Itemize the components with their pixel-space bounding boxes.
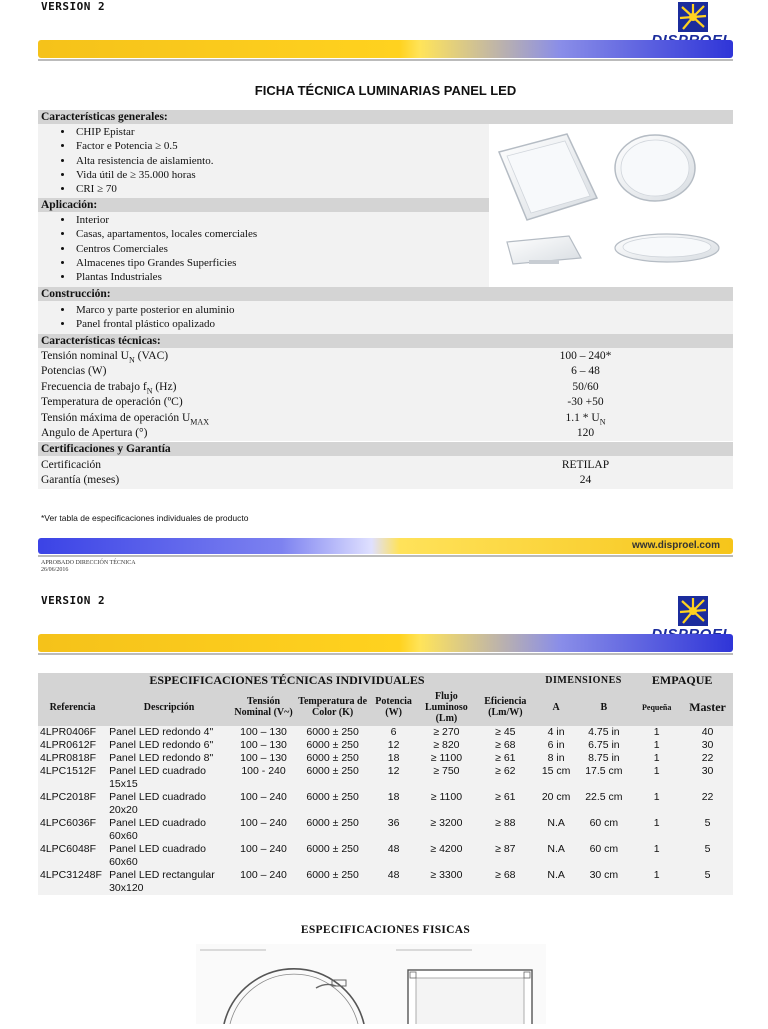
table-cell: ≥ 750 [418,765,475,791]
list-item: • Plantas Industriales [74,270,489,284]
table-cell: 18 [369,791,418,817]
table-row [38,752,733,765]
table-cell: 6000 ± 250 [296,739,369,752]
spec-value: 120 [576,427,595,439]
table-cell: ≥ 87 [475,843,536,869]
footer-banner-shadow [38,555,733,557]
table-cell: ≥ 820 [418,739,475,752]
table-cell: 1 [631,752,682,765]
list-item: • Alta resistencia de aislamiento. [74,154,489,168]
table-cell: 40 [682,726,733,739]
dimensions-title: DIMENSIONES [536,673,632,688]
header-banner [38,40,733,58]
packaging-title: EMPAQUE [631,673,733,688]
spec-label: Tensión máxima de operación $U_{MAX}$ [41,412,209,427]
table-row [38,739,733,752]
col-header: Eficiencia (Lm/W) [475,688,536,726]
table-cell: 100 – 240 [231,817,296,843]
table-cell: 4LPC31248F [38,869,107,895]
table-cell: ≥ 270 [418,726,475,739]
website-link[interactable]: www.disproel.com [632,540,720,551]
table-cell: 12 [369,765,418,791]
physical-specs-title: ESPECIFICACIONES FISICAS [300,924,471,936]
individual-specs-table [38,673,733,895]
header-banner [38,634,733,652]
footnote: *Ver tabla de especificaciones individuales de producto [41,513,249,523]
section-heading-construction: Construcción: [38,287,733,301]
table-cell: 6.75 in [576,739,631,752]
spec-label: Tensión nominal $U_N$ (VAC) [41,350,169,365]
list-item: • Factor e Potencia ≥ 0.5 [74,139,489,153]
table-row [38,817,733,843]
spec-label: Frecuencia de trabajo $f_N$ (Hz) [41,381,177,396]
product-photos [489,126,733,284]
round-panel-drawing [196,944,406,1024]
spec-label: Potencias (W) [41,365,107,377]
table-cell: ≥ 4200 [418,843,475,869]
table-cell: 1 [631,843,682,869]
version-label: VERSION 2 [41,594,106,607]
table-cell: Panel LED cuadrado 15x15 [107,765,231,791]
header-banner-shadow [38,653,733,655]
table-cell: 12 [369,739,418,752]
table-cell: ≥ 45 [475,726,536,739]
version-label: VERSION 2 [41,0,106,13]
section-general [38,124,489,198]
table-cell: 100 – 240 [231,869,296,895]
table-cell: ≥ 61 [475,752,536,765]
table-cell: 100 - 240 [231,765,296,791]
col-header: Referencia [38,688,107,726]
table-cell: 8 in [536,752,577,765]
header-banner-shadow [38,59,733,61]
table-cell: 100 – 130 [231,726,296,739]
table-cell: Panel LED rectangular 30x120 [107,869,231,895]
table-cell: 1 [631,739,682,752]
table-cell: 6000 ± 250 [296,843,369,869]
table-cell: 60 cm [576,817,631,843]
table-row [38,791,733,817]
col-header: Descripción [107,688,231,726]
square-panel-drawing [394,944,546,1024]
table-cell: 4.75 in [576,726,631,739]
table-cell: ≥ 68 [475,739,536,752]
spec-label: Temperatura de operación (ºC) [41,396,183,408]
list-item: • Interior [74,213,489,227]
table-cell: 22.5 cm [576,791,631,817]
table-cell: 48 [369,843,418,869]
table-row [38,869,733,895]
table-cell: N.A [536,843,577,869]
table-cell: ≥ 1100 [418,791,475,817]
table-cell: 1 [631,791,682,817]
approval-date: 26/06/2016 [41,567,69,573]
spec-row [38,411,733,427]
footer-banner [38,538,733,554]
table-title: ESPECIFICACIONES TÉCNICAS INDIVIDUALES [38,673,536,688]
table-cell: ≥ 1100 [418,752,475,765]
col-header: Potencia (W) [369,688,418,726]
spec-row [38,426,733,442]
list-item: • Panel frontal plástico opalizado [74,317,733,331]
table-cell: 6 [369,726,418,739]
table-cell: 100 – 130 [231,752,296,765]
table-cell: 15 cm [536,765,577,791]
table-cell: 6000 ± 250 [296,752,369,765]
table-cell: 100 – 130 [231,739,296,752]
table-cell: 5 [682,869,733,895]
table-cell: Panel LED redondo 6" [107,739,231,752]
col-header: Master [682,688,733,726]
table-cell: N.A [536,817,577,843]
table-cell: 4LPC6048F [38,843,107,869]
table-cell: Panel LED cuadrado 20x20 [107,791,231,817]
table-cell: 6000 ± 250 [296,726,369,739]
spec-row [38,349,733,365]
table-cell: ≥ 62 [475,765,536,791]
section-heading-general: Características generales: [38,110,733,124]
spec-value: -30 +50 [567,396,604,408]
table-cell: 1 [631,817,682,843]
approval-text: APROBADO DIRECCIÓN TÉCNICA [41,560,136,566]
col-header: B [576,688,631,726]
spec-row [38,364,733,380]
table-cell: 1 [631,765,682,791]
spec-label: Garantía (meses) [41,474,120,486]
table-cell: Panel LED cuadrado 60x60 [107,843,231,869]
table-body [38,726,733,895]
section-heading-application: Aplicación: [38,198,489,212]
table-cell: 5 [682,817,733,843]
table-cell: 1 [631,726,682,739]
table-cell: 30 [682,765,733,791]
table-cell: 100 – 240 [231,791,296,817]
sunburst-logo-icon [678,596,708,626]
spec-row [38,380,733,396]
spec-value: $1.1 * U_N$ [565,412,606,427]
spec-label: Certificación [41,459,102,471]
list-item: • CHIP Epistar [74,125,489,139]
list-item: • Casas, apartamentos, locales comerciales [74,227,489,241]
table-cell: 8.75 in [576,752,631,765]
sunburst-logo-icon [678,2,708,32]
table-cell: 6000 ± 250 [296,817,369,843]
table-cell: N.A [536,869,577,895]
table-cell: 4 in [536,726,577,739]
col-header: A [536,688,577,726]
page-title: FICHA TÉCNICA LUMINARIAS PANEL LED [254,83,517,98]
spec-value: 100 – 240* [559,350,612,362]
col-header: Pequeña [631,688,682,726]
col-header: Tensión Nominal (V~) [231,688,296,726]
list-item: • Marco y parte posterior en aluminio [74,303,733,317]
table-cell: 4LPR0818F [38,752,107,765]
section-application [38,212,489,287]
table-cell: 48 [369,869,418,895]
table-row [38,843,733,869]
table-cell: 17.5 cm [576,765,631,791]
table-cell: ≥ 3300 [418,869,475,895]
table-cell: 30 cm [576,869,631,895]
list-item: • Vida útil de ≥ 35.000 horas [74,168,489,182]
table-cell: 4LPC1512F [38,765,107,791]
table-cell: 4LPC2018F [38,791,107,817]
table-cell: 6000 ± 250 [296,765,369,791]
table-cell: Panel LED cuadrado 60x60 [107,817,231,843]
table-row [38,726,733,739]
spec-row [38,473,733,489]
col-header: Flujo Luminoso (Lm) [418,688,475,726]
led-panel-photo [489,126,733,284]
table-cell: 1 [631,869,682,895]
table-cell: 100 – 240 [231,843,296,869]
spec-label: Angulo de Apertura (°) [41,427,148,439]
table-cell: 60 cm [576,843,631,869]
spec-value: 50/60 [572,381,599,393]
table-cell: 4LPR0406F [38,726,107,739]
table-cell: 6000 ± 250 [296,869,369,895]
section-construction [38,301,733,334]
table-cell: ≥ 3200 [418,817,475,843]
approval-stamp [41,560,136,574]
table-cell: 4LPR0612F [38,739,107,752]
col-header: Temperatura de Color (K) [296,688,369,726]
table-cell: 6 in [536,739,577,752]
spec-value: RETILAP [561,459,610,471]
table-cell: 5 [682,843,733,869]
table-cell: Panel LED redondo 8" [107,752,231,765]
table-cell: 30 [682,739,733,752]
table-row [38,765,733,791]
table-cell: 4LPC6036F [38,817,107,843]
table-cell: ≥ 68 [475,869,536,895]
spec-row [38,458,733,474]
table-cell: ≥ 61 [475,791,536,817]
section-heading-certification: Certificaciones y Garantía [38,442,733,456]
list-item: • CRI ≥ 70 [74,182,489,196]
table-cell: 20 cm [536,791,577,817]
spec-value: 6 – 48 [571,365,600,377]
section-heading-technical: Características técnicas: [38,334,733,348]
table-cell: 22 [682,791,733,817]
spec-row [38,395,733,411]
table-cell: Panel LED redondo 4" [107,726,231,739]
list-item: • Almacenes tipo Grandes Superficies [74,256,489,270]
table-cell: 36 [369,817,418,843]
list-item: • Centros Comerciales [74,242,489,256]
spec-value: 24 [579,474,592,486]
table-cell: 18 [369,752,418,765]
square-panel-diagram-icon [394,944,546,1024]
table-cell: 6000 ± 250 [296,791,369,817]
round-panel-diagram-icon [196,944,406,1024]
table-cell: 22 [682,752,733,765]
table-cell: ≥ 88 [475,817,536,843]
